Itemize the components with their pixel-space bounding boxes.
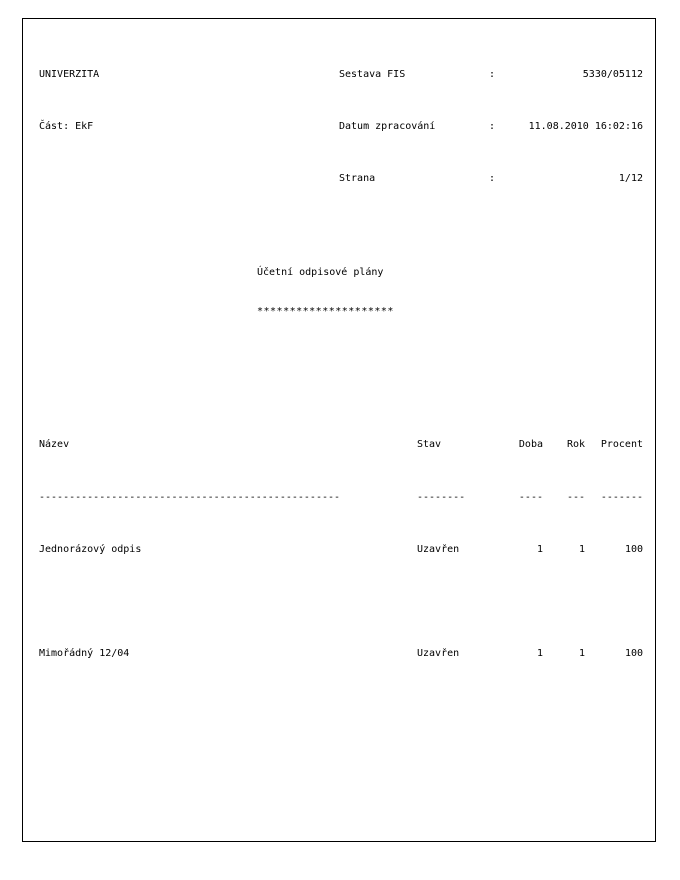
rule-percent: ------- [600,492,643,503]
row-spacer [39,595,643,608]
header-spacer [39,172,339,185]
header-value-sestava: 5330/05112 [582,69,643,80]
organization-name: UNIVERZITA [39,69,100,80]
header-row-1 [39,68,643,81]
part-name: Část: EkF [39,121,94,132]
column-header-duration: Doba [518,439,543,450]
report-table [39,399,643,699]
table-header-row [39,438,643,451]
cell-year: 1 [578,648,585,659]
header-label-strana: Strana [339,173,376,184]
header-colon-2: : [489,121,496,132]
cell-percent: 100 [624,544,643,555]
rule-duration: ---- [518,492,543,503]
cell-year: 1 [578,544,585,555]
header-row-2 [39,120,643,133]
header-label-datum: Datum zpracování [339,121,436,132]
table-row [39,647,643,660]
column-header-name: Název [39,439,70,450]
column-header-year: Rok [566,439,585,450]
header-value-datum: 11.08.2010 16:02:16 [528,121,643,132]
header-colon-3: : [489,173,496,184]
header-value-strana: 1/12 [618,173,643,184]
cell-state: Uzavřen [417,648,460,659]
header-label-sestava: Sestava FIS [339,69,406,80]
rule-name: -------------------------------------------------- [39,492,341,503]
column-header-state: Stav [417,439,442,450]
cell-state: Uzavřen [417,544,460,555]
rule-year: --- [566,492,585,503]
cell-name: Jednorázový odpis [39,544,142,555]
cell-duration: 1 [536,648,543,659]
table-header-rule [39,491,643,504]
column-header-percent: Procent [600,439,643,450]
header-colon-1: : [489,69,496,80]
report-body [39,29,643,738]
cell-name: Mimořádný 12/04 [39,648,130,659]
cell-duration: 1 [536,544,543,555]
report-page [22,18,656,842]
header-row-3 [39,172,643,185]
report-title-underline: ********************* [257,306,394,317]
rule-state: -------- [417,492,466,503]
table-row [39,543,643,556]
cell-percent: 100 [624,648,643,659]
report-title: Účetní odpisové plány [257,267,384,278]
report-title-block [39,240,643,344]
